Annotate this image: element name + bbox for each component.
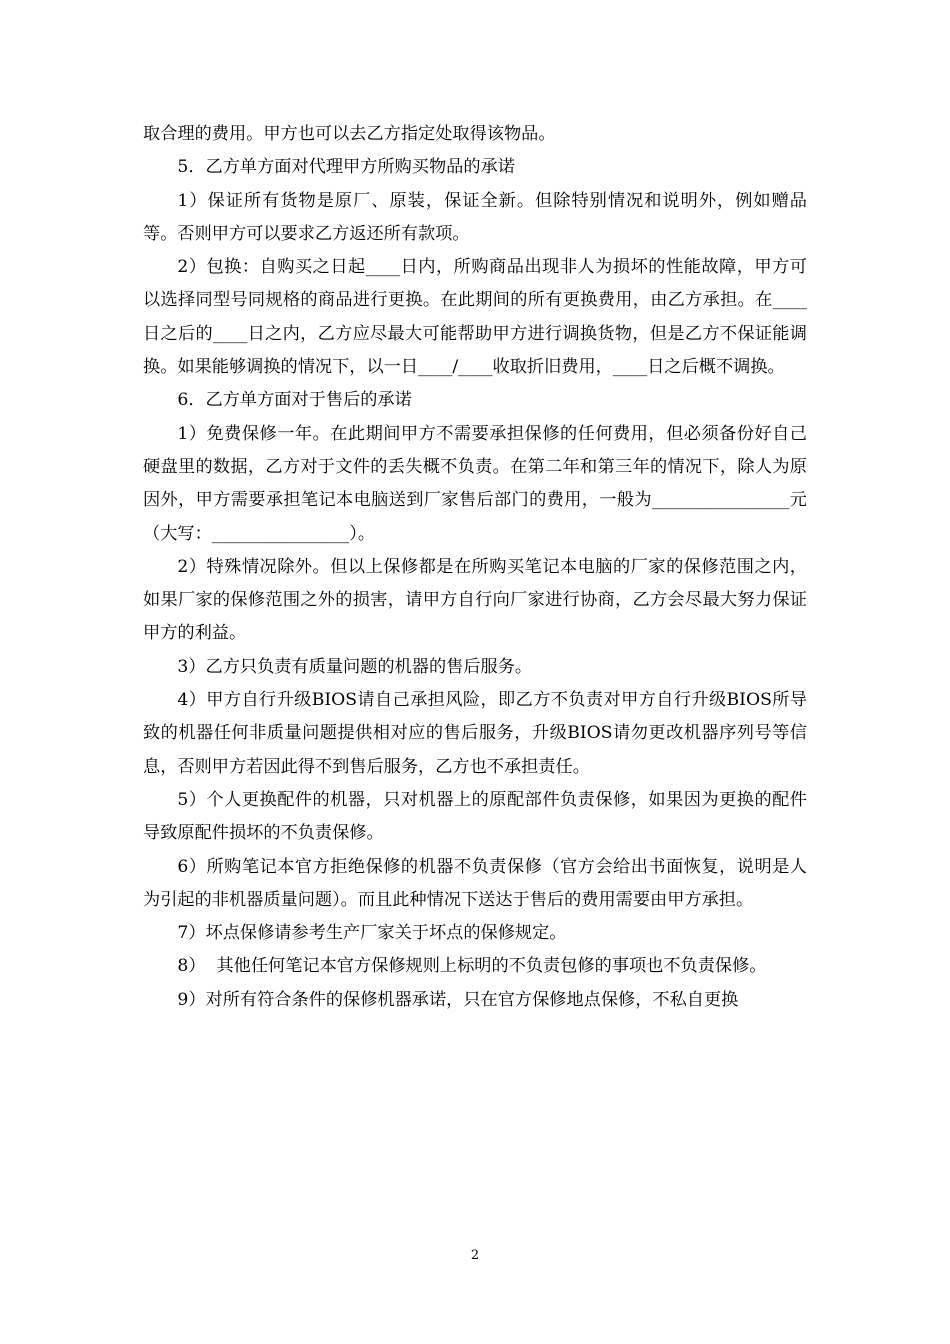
paragraph-6-2: 2）特殊情况除外。但以上保修都是在所购买笔记本电脑的厂家的保修范围之内，如果厂家的保修范围之外的损害，请甲方自行向厂家进行协商，乙方会尽最大努力保证甲方的利益。: [143, 556, 807, 644]
paragraph-6-3: 3）乙方只负责有质量问题的机器的售后服务。: [177, 656, 533, 677]
paragraph-6-4: 4）甲方自行升级BIOS请自己承担风险，即乙方不负责对甲方自行升级BIOS所导致的机器任何非质量问题提供相对应的售后服务，升级BIOS请勿更改机器序列号等信息，否则甲方若因此得不到售后服务，乙方也不承担责任。: [143, 690, 807, 777]
paragraph-6-6: 6）所购笔记本官方拒绝保修的机器不负责保修（官方会给出书面恢复，说明是人为引起的非机器质量问题）。而且此种情况下送达于售后的费用需要由甲方承担。: [143, 856, 807, 910]
document-body: [143, 118, 807, 1017]
paragraph-6-7: 7）坏点保修请参考生产厂家关于坏点的保修规定。: [177, 923, 567, 944]
paragraph-5-2: 2）包换：自购买之日起____日内，所购商品出现非人为损坏的性能故障，甲方可以选择同型号同规格的商品进行更换。在此期间的所有更换费用，由乙方承担。在____日之后的____日之内，乙方应尽最大可能帮助甲方进行调换货物，但是乙方不保证能调换。如果能够调换的情况下，以一日____/____收取折旧费用，____日之后概不调换。: [143, 257, 807, 378]
section-heading-6: 6．乙方单方面对于售后的承诺: [177, 390, 412, 411]
section-heading-5: 5．乙方单方面对代理甲方所购买物品的承诺: [177, 157, 515, 178]
paragraph-6-5: 5）个人更换配件的机器，只对机器上的原配部件负责保修，如果因为更换的配件导致原配件损坏的不负责保修。: [143, 789, 807, 844]
paragraph-continuation: 取合理的费用。甲方也可以去乙方指定处取得该物品。: [143, 124, 556, 144]
paragraph-6-9: 9）对所有符合条件的保修机器承诺，只在官方保修地点保修，不私自更换: [177, 989, 739, 1010]
paragraph-5-1: 1）保证所有货物是原厂、原装，保证全新。但除特别情况和说明外，例如赠品等。否则甲方可以要求乙方返还所有款项。: [143, 190, 807, 244]
paragraph-6-1: 1）免费保修一年。在此期间甲方不需要承担保修的任何费用，但必须备份好自己硬盘里的数据，乙方对于文件的丢失概不负责。在第二年和第三年的情况下，除人为原因外，甲方需要承担笔记本电脑送到厂家售后部门的费用，一般为________________元（大写：________________）。: [143, 423, 807, 544]
page-number: 2: [470, 1248, 480, 1263]
paragraph-6-8: 8） 其他任何笔记本官方保修规则上标明的不负责包修的事项也不负责保修。: [177, 956, 767, 977]
